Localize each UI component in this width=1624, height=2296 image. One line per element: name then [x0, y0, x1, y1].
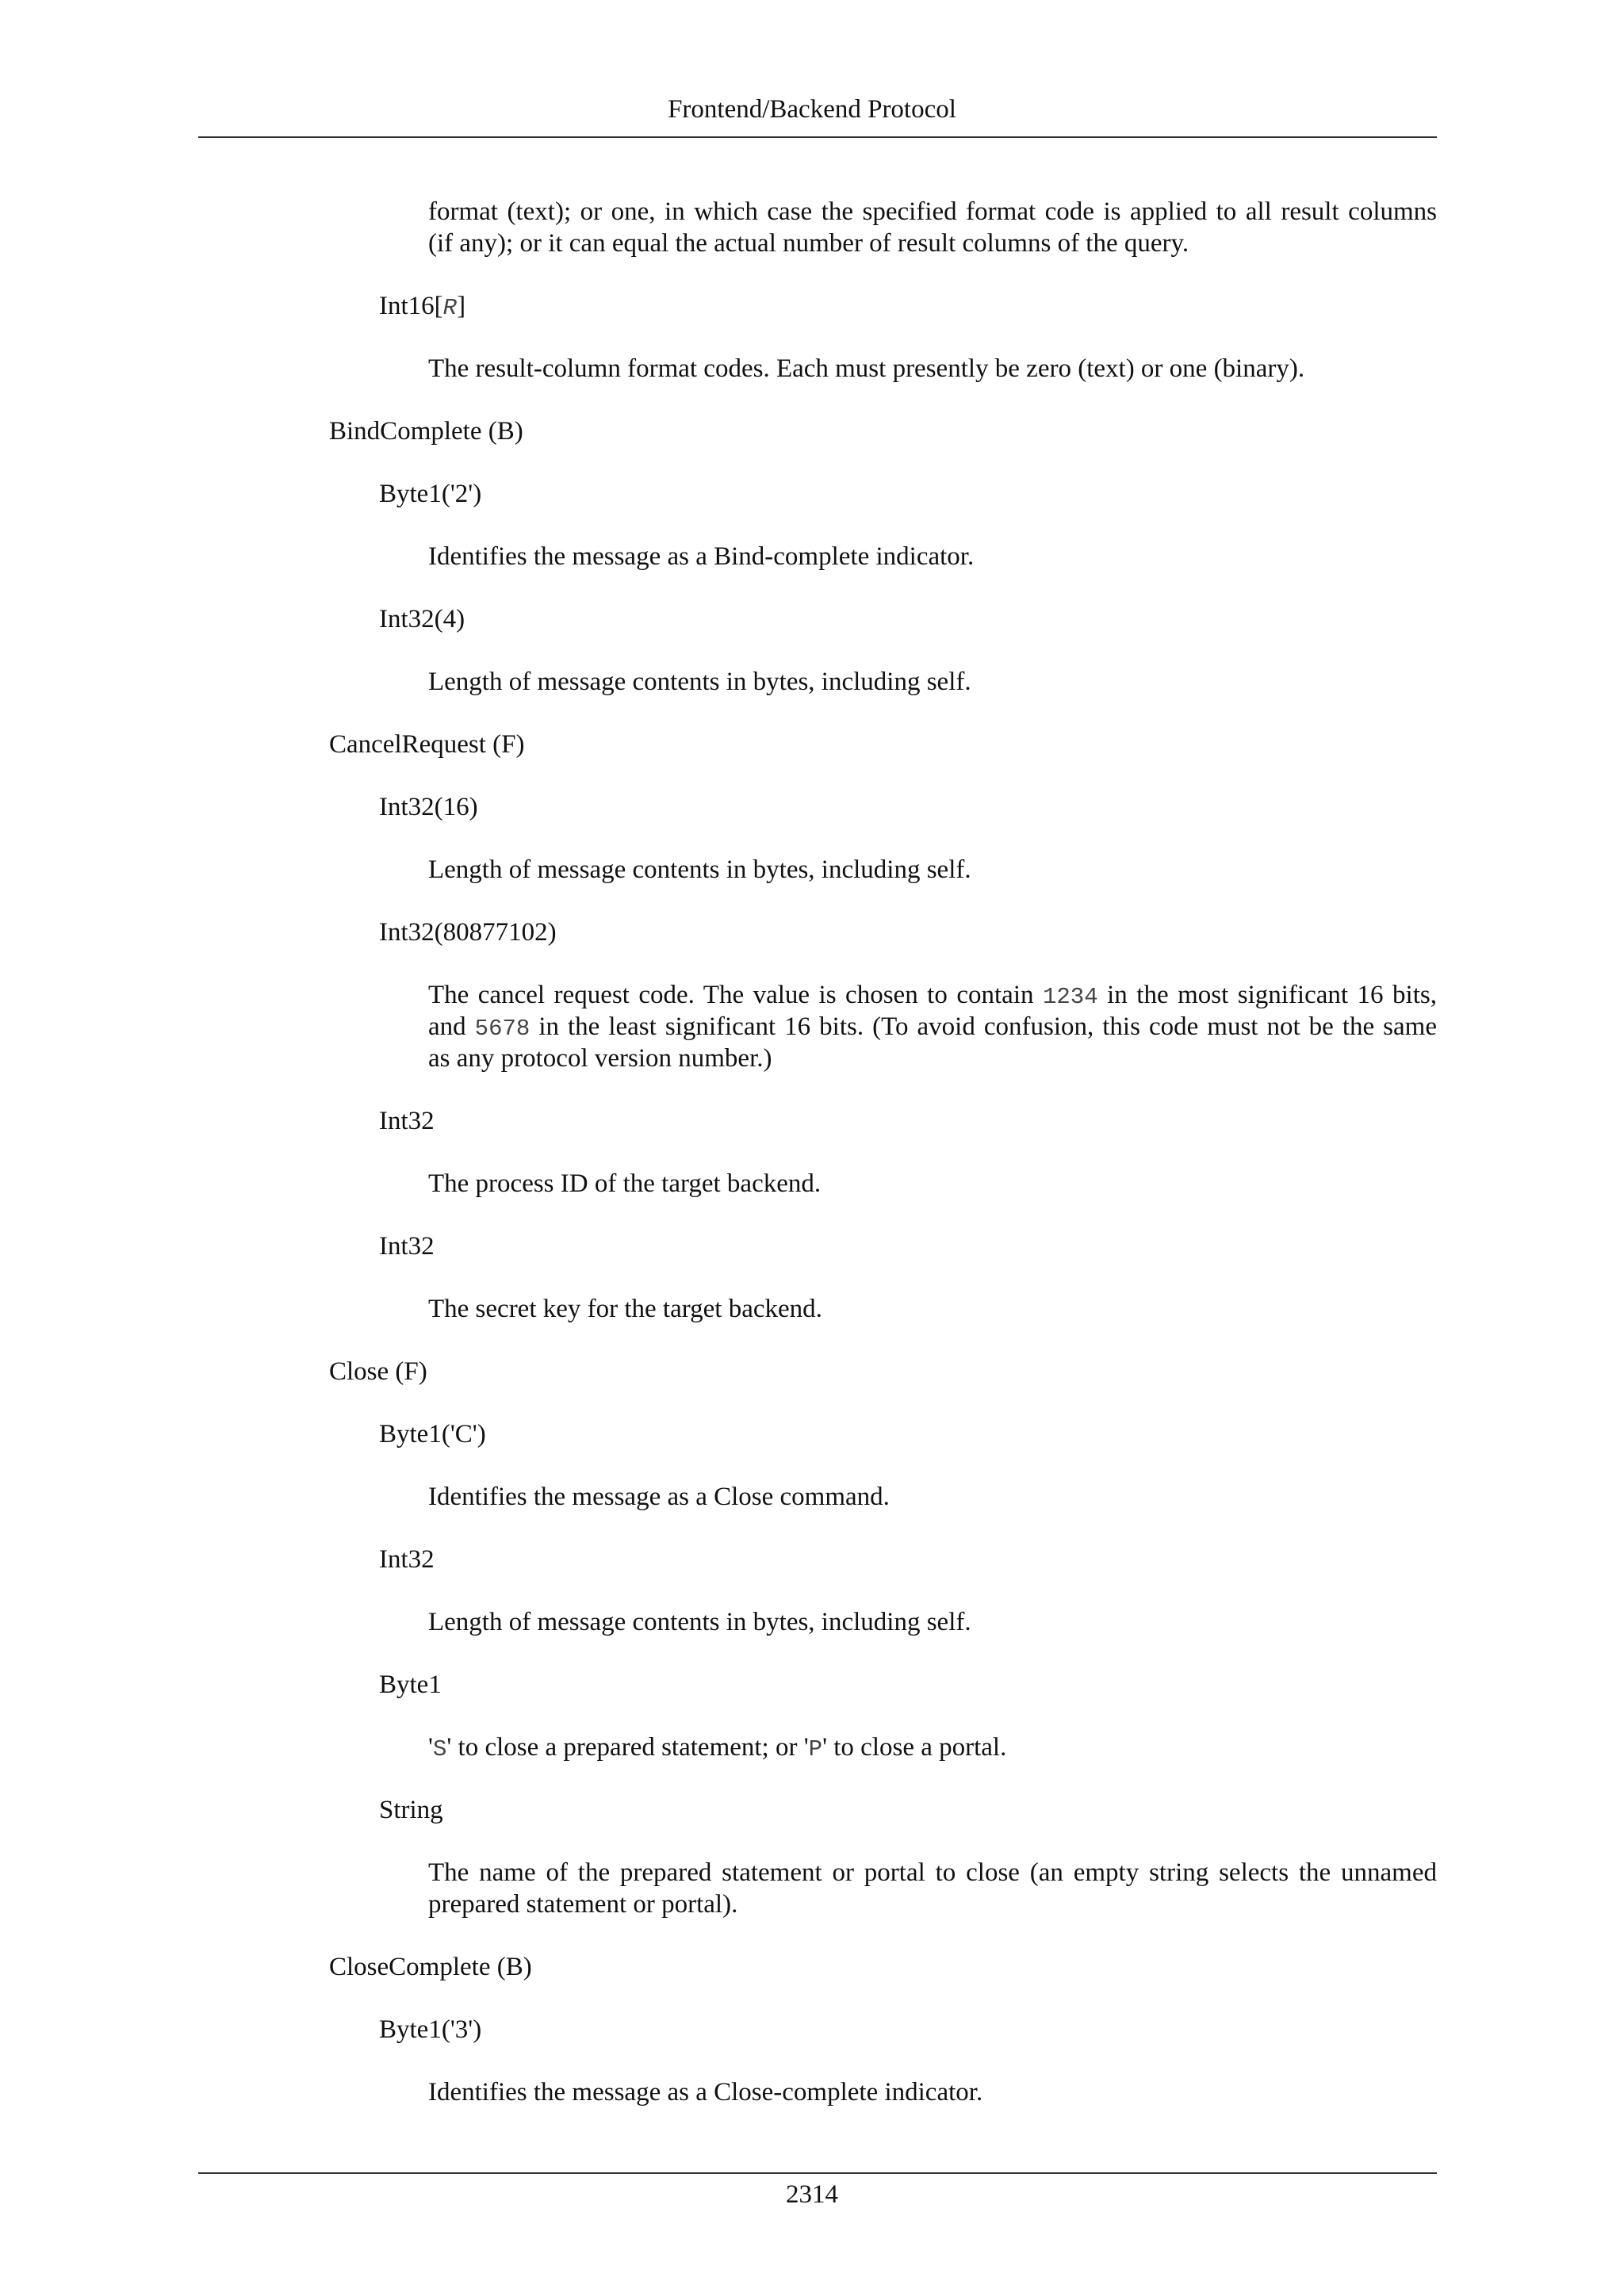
- field-description-line-3: as any protocol version number.): [428, 1044, 772, 1073]
- message-title-closecomplete: CloseComplete (B): [329, 1953, 532, 1981]
- header-rule: [198, 136, 1437, 138]
- message-title-cancelrequest: CancelRequest (F): [329, 730, 525, 759]
- page-number: 2314: [786, 2180, 838, 2209]
- footer-rule: [198, 2172, 1437, 2174]
- field-description: The secret key for the target backend.: [428, 1295, 822, 1323]
- field-label: Int32(80877102): [379, 918, 557, 947]
- text-run: ' to close a prepared statement; or ': [446, 1733, 809, 1762]
- field-description: The process ID of the target backend.: [428, 1169, 822, 1198]
- code-literal: P: [808, 1736, 823, 1762]
- field-description: Length of message contents in bytes, including self.: [428, 855, 971, 884]
- field-label: Int32(16): [379, 793, 478, 821]
- text-run: and: [428, 1012, 475, 1041]
- running-header-title: Frontend/Backend Protocol: [668, 95, 956, 124]
- field-description-line-1: [428, 979, 1437, 1013]
- code-literal: 5678: [474, 1016, 530, 1042]
- continuation-text-line-1: format (text); or one, in which case the specified format code is applied to all result columns: [428, 197, 1437, 226]
- text-run: The cancel request code. The value is chosen to contain: [428, 981, 1043, 1009]
- field-description: Length of message contents in bytes, including self.: [428, 1608, 971, 1636]
- field-label: Byte1: [379, 1670, 442, 1699]
- continuation-text-line-2: (if any); or it can equal the actual number of result columns of the query.: [428, 229, 1189, 258]
- text-run: in the least significant 16 bits. (To avoid confusion, this code must not be the same: [530, 1012, 1437, 1041]
- text-run: ': [428, 1733, 433, 1762]
- code-literal: S: [432, 1736, 447, 1762]
- field-label: Byte1('C'): [379, 1420, 486, 1448]
- field-label-int16-r: [379, 290, 465, 324]
- field-description-line-2: prepared statement or portal).: [428, 1890, 738, 1919]
- field-label-suffix: ]: [457, 292, 466, 320]
- field-description-line-2: [428, 1011, 1437, 1045]
- field-param-r: R: [442, 295, 458, 321]
- field-label: Int32: [379, 1107, 435, 1135]
- field-description: Identifies the message as a Bind-complete indicator.: [428, 542, 975, 571]
- text-run: ' to close a portal.: [822, 1733, 1007, 1762]
- field-description-line-1: The name of the prepared statement or portal to close (an empty string selects the unnamed: [428, 1858, 1437, 1887]
- field-label-prefix: Int16[: [379, 292, 443, 320]
- message-title-close: Close (F): [329, 1357, 427, 1386]
- message-title-bindcomplete: BindComplete (B): [329, 417, 523, 446]
- field-description: Identifies the message as a Close-complete indicator.: [428, 2078, 983, 2107]
- field-label: Byte1('2'): [379, 480, 482, 508]
- field-label: String: [379, 1796, 443, 1824]
- field-label: Int32(4): [379, 605, 465, 633]
- text-run: in the most significant 16 bits,: [1097, 981, 1437, 1009]
- field-label: Byte1('3'): [379, 2015, 482, 2044]
- field-description: [428, 1732, 1006, 1766]
- field-label: Int32: [379, 1232, 435, 1261]
- field-label: Int32: [379, 1545, 435, 1574]
- field-description: The result-column format codes. Each must presently be zero (text) or one (binary).: [428, 354, 1305, 383]
- field-description: Identifies the message as a Close command.: [428, 1483, 890, 1511]
- field-description: Length of message contents in bytes, including self.: [428, 668, 971, 696]
- code-literal: 1234: [1042, 984, 1098, 1010]
